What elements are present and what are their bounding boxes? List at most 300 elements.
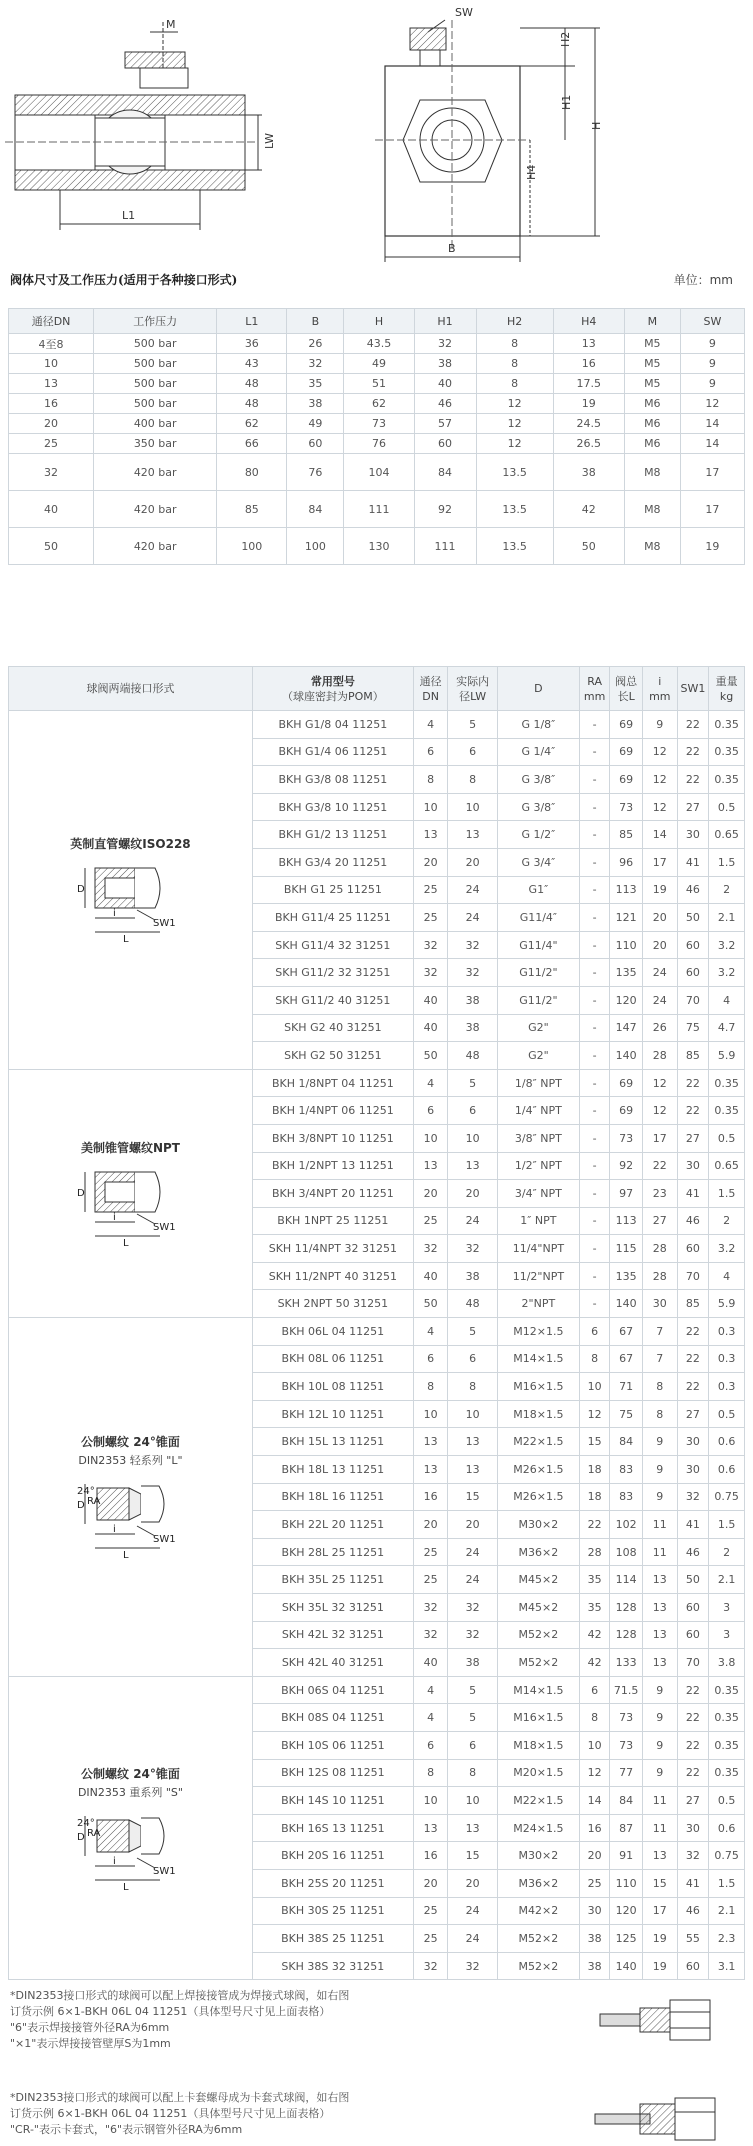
fig-label-sw1: SW1 [153, 918, 177, 930]
table-cell: M26×1.5 [497, 1483, 579, 1511]
table-cell: 13 [642, 1594, 677, 1622]
table-cell: 13 [448, 1814, 497, 1842]
table-cell: 14 [579, 1787, 609, 1815]
table-cell: 8 [413, 766, 448, 794]
table-cell: 5 [448, 1318, 497, 1346]
label-h: H [590, 121, 603, 130]
table-cell: 38 [579, 1952, 609, 1980]
table-cell: M52×2 [497, 1925, 579, 1953]
fig-label-i: i [113, 908, 117, 920]
table-cell: 50 [413, 1042, 448, 1070]
table-cell: 5.9 [709, 1042, 745, 1070]
table-cell: - [579, 959, 609, 987]
table-row [9, 711, 745, 739]
table-cell: 9 [642, 1483, 677, 1511]
table-cell: 147 [610, 1014, 643, 1042]
table-cell: - [579, 793, 609, 821]
table-cell: 5 [448, 1069, 497, 1097]
table-cell: 38 [414, 354, 476, 374]
table-cell: 4.7 [709, 1014, 745, 1042]
table2-header-row [9, 667, 745, 711]
table1-header-cell: H [344, 309, 414, 334]
table-cell: M8 [624, 528, 680, 565]
table-cell: 4 [709, 1262, 745, 1290]
table-cell: 6 [413, 1097, 448, 1125]
side-section-view [5, 18, 276, 230]
table-cell: 3/4″ NPT [497, 1180, 579, 1208]
table-cell: 0.35 [709, 1731, 745, 1759]
table-cell: 4 [413, 1676, 448, 1704]
connection-type-cell [9, 1318, 253, 1677]
model-cell: SKH 2NPT 50 31251 [252, 1290, 413, 1318]
table-cell: 8 [476, 354, 553, 374]
fig-label-sw1: SW1 [153, 1221, 177, 1233]
cone-port-figure [75, 1474, 185, 1560]
model-cell: SKH 11/2NPT 40 31251 [252, 1262, 413, 1290]
table-row [9, 354, 745, 374]
header-lw [448, 667, 497, 711]
table-cell: 6 [448, 1345, 497, 1373]
table-cell: 1/8″ NPT [497, 1069, 579, 1097]
table-cell: M14×1.5 [497, 1345, 579, 1373]
table-cell: 46 [414, 394, 476, 414]
table-cell: G 1/2″ [497, 821, 579, 849]
table-cell: 0.35 [709, 1097, 745, 1125]
model-cell: SKH 38S 32 31251 [252, 1952, 413, 1980]
table-cell: 0.5 [709, 1124, 745, 1152]
table-cell: 70 [677, 986, 709, 1014]
model-cell: BKH 28L 25 11251 [252, 1538, 413, 1566]
table-cell: M16×1.5 [497, 1373, 579, 1401]
table-cell: M30×2 [497, 1511, 579, 1539]
table-cell: - [579, 986, 609, 1014]
table-cell: M6 [624, 394, 680, 414]
table1-header-cell: L1 [217, 309, 287, 334]
table-cell: 3/8″ NPT [497, 1124, 579, 1152]
model-cell: BKH 06L 04 11251 [252, 1318, 413, 1346]
table2-body [9, 711, 745, 1980]
table-cell: 0.35 [709, 1704, 745, 1732]
model-cell: BKH G3/4 20 11251 [252, 848, 413, 876]
table-cell: 40 [414, 374, 476, 394]
table-cell: - [579, 1290, 609, 1318]
table-cell: 22 [677, 1676, 709, 1704]
fig-label-ra: RA [87, 1827, 101, 1839]
table-cell: 420 bar [94, 491, 217, 528]
table-cell: 9 [680, 374, 744, 394]
table-cell: 0.65 [709, 1152, 745, 1180]
table-cell: 25 [413, 1538, 448, 1566]
table-cell: 22 [677, 1759, 709, 1787]
table-cell: 19 [642, 1925, 677, 1953]
fig-label-deg: 24° [77, 1817, 96, 1829]
table-cell: 6 [448, 1731, 497, 1759]
fig-label-d: D [77, 1831, 86, 1843]
table-cell: 130 [344, 528, 414, 565]
model-cell: BKH 08S 04 11251 [252, 1704, 413, 1732]
model-cell: BKH 1NPT 25 11251 [252, 1207, 413, 1235]
table-cell: 30 [677, 1814, 709, 1842]
table-cell: 2.1 [709, 904, 745, 932]
table-cell: 2.1 [709, 1566, 745, 1594]
table-cell: 49 [287, 414, 344, 434]
table-cell: 36 [217, 334, 287, 354]
table-cell: 60 [677, 1594, 709, 1622]
table-cell: 13 [448, 1456, 497, 1484]
table-cell: 38 [448, 1262, 497, 1290]
table-cell: 60 [287, 434, 344, 454]
table-cell: M5 [624, 334, 680, 354]
table-cell: 51 [344, 374, 414, 394]
table-cell: G11/4" [497, 931, 579, 959]
table-cell: G1″ [497, 876, 579, 904]
table-cell: 32 [448, 959, 497, 987]
table-cell: 85 [677, 1290, 709, 1318]
table-cell: 13 [413, 821, 448, 849]
table-cell: 24 [448, 1207, 497, 1235]
fig-label-deg: 24° [77, 1486, 96, 1498]
table-cell: 15 [448, 1483, 497, 1511]
header-i-line2: mm [649, 689, 671, 703]
header-connection: 球阀两端接口形式 [9, 667, 253, 711]
table-cell: 104 [344, 454, 414, 491]
table-cell: 84 [414, 454, 476, 491]
table-cell: 140 [610, 1042, 643, 1070]
fig-label-l: L [123, 1550, 130, 1561]
table-cell: 0.3 [709, 1345, 745, 1373]
table-cell: 25 [9, 434, 94, 454]
table-cell: 71 [610, 1373, 643, 1401]
table-cell: 11 [642, 1511, 677, 1539]
header-dn-line2: DN [422, 689, 439, 703]
table-cell: 115 [610, 1235, 643, 1263]
table-cell: 83 [610, 1456, 643, 1484]
table-cell: M52×2 [497, 1649, 579, 1677]
table-cell: 32 [448, 1594, 497, 1622]
table-cell: 40 [9, 491, 94, 528]
table-cell: 13 [413, 1456, 448, 1484]
table-cell: 73 [610, 1731, 643, 1759]
table-cell: 73 [610, 793, 643, 821]
model-cell: BKH G3/8 10 11251 [252, 793, 413, 821]
note-line: "×1"表示焊接接管壁厚S为1mm [10, 2037, 171, 2050]
table-cell: 30 [677, 1152, 709, 1180]
table-cell: G 1/4″ [497, 738, 579, 766]
table-cell: M24×1.5 [497, 1814, 579, 1842]
label-l1: L1 [122, 209, 136, 222]
table-cell: 97 [610, 1180, 643, 1208]
table-cell: 3.2 [709, 931, 745, 959]
table1-header-cell: 通径DN [9, 309, 94, 334]
table-cell: 12 [476, 394, 553, 414]
model-cell: BKH 30S 25 11251 [252, 1897, 413, 1925]
header-i [642, 667, 677, 711]
table-cell: 67 [610, 1318, 643, 1346]
table-cell: 60 [677, 1952, 709, 1980]
table-cell: 420 bar [94, 454, 217, 491]
table-cell: 9 [680, 334, 744, 354]
table-cell: 32 [413, 1594, 448, 1622]
table-cell: 50 [553, 528, 624, 565]
table-cell: 0.35 [709, 711, 745, 739]
table-cell: 41 [677, 1511, 709, 1539]
table-cell: M8 [624, 491, 680, 528]
model-cell: BKH 10S 06 11251 [252, 1731, 413, 1759]
table-cell: 5 [448, 1704, 497, 1732]
table-cell: 24 [448, 876, 497, 904]
table-row [9, 334, 745, 354]
table-cell: 22 [677, 1731, 709, 1759]
table-cell: 26.5 [553, 434, 624, 454]
table-cell: 25 [579, 1869, 609, 1897]
table-cell: 3 [709, 1621, 745, 1649]
table-cell: 22 [677, 1704, 709, 1732]
model-cell: BKH 25S 20 11251 [252, 1869, 413, 1897]
table-cell: 133 [610, 1649, 643, 1677]
table-cell: M45×2 [497, 1566, 579, 1594]
table-cell: 32 [287, 354, 344, 374]
table-cell: 128 [610, 1621, 643, 1649]
table-cell: 49 [344, 354, 414, 374]
connection-type-title: 公制螺纹 24°锥面 [81, 1766, 180, 1781]
table-cell: 87 [610, 1814, 643, 1842]
table-cell: 14 [680, 414, 744, 434]
table-cell: 30 [579, 1897, 609, 1925]
table-cell: M5 [624, 354, 680, 374]
model-cell: BKH 12S 08 11251 [252, 1759, 413, 1787]
table1-header-cell: 工作压力 [94, 309, 217, 334]
table-cell: M8 [624, 454, 680, 491]
table-cell: 18 [579, 1456, 609, 1484]
model-cell: BKH G1 25 11251 [252, 876, 413, 904]
table-cell: 32 [413, 1235, 448, 1263]
table-cell: 55 [677, 1925, 709, 1953]
table-cell: 69 [610, 766, 643, 794]
table-cell: 27 [677, 1124, 709, 1152]
table-cell: 13 [9, 374, 94, 394]
table-cell: M5 [624, 374, 680, 394]
table-cell: 85 [610, 821, 643, 849]
table-cell: 25 [413, 1207, 448, 1235]
model-cell: SKH G11/2 40 31251 [252, 986, 413, 1014]
model-cell: SKH G2 50 31251 [252, 1042, 413, 1070]
table-cell: 35 [579, 1594, 609, 1622]
table-cell: - [579, 738, 609, 766]
table-cell: 24 [448, 1566, 497, 1594]
table-cell: 32 [413, 931, 448, 959]
table-cell: 13 [642, 1649, 677, 1677]
model-cell: SKH 11/4NPT 32 31251 [252, 1235, 413, 1263]
table-cell: M26×1.5 [497, 1456, 579, 1484]
table-cell: 8 [448, 1759, 497, 1787]
table-cell: 3.2 [709, 959, 745, 987]
table-cell: 46 [677, 876, 709, 904]
table-cell: M12×1.5 [497, 1318, 579, 1346]
model-cell: SKH 42L 32 31251 [252, 1621, 413, 1649]
table-cell: 4 [413, 1069, 448, 1097]
table-cell: 1.5 [709, 1511, 745, 1539]
table-cell: 32 [448, 1952, 497, 1980]
model-cell: SKH 35L 32 31251 [252, 1594, 413, 1622]
table-cell: 42 [579, 1621, 609, 1649]
table-cell: 20 [448, 848, 497, 876]
model-cell: BKH 06S 04 11251 [252, 1676, 413, 1704]
table-cell: 135 [610, 959, 643, 987]
note-welded [10, 1988, 349, 2052]
table-cell: 13 [413, 1814, 448, 1842]
table-cell: 32 [448, 1621, 497, 1649]
header-weight-line1: 重量 [715, 674, 738, 688]
table-cell: 20 [642, 931, 677, 959]
table1-header-cell: M [624, 309, 680, 334]
connection-type-cell [9, 1676, 253, 1980]
header-l-line1: 阀总 [615, 674, 638, 688]
model-cell: BKH 1/4NPT 06 11251 [252, 1097, 413, 1125]
table-cell: 12 [476, 414, 553, 434]
header-ra [579, 667, 609, 711]
fig-label-l: L [123, 934, 130, 945]
compression-nut-figure [585, 2092, 735, 2144]
table-cell: 110 [610, 931, 643, 959]
table-cell: 8 [448, 1373, 497, 1401]
table-cell: 2 [709, 1538, 745, 1566]
model-cell: BKH G11/4 25 11251 [252, 904, 413, 932]
table-cell: 2.3 [709, 1925, 745, 1953]
table-cell: 2 [709, 1207, 745, 1235]
table-cell: 92 [610, 1152, 643, 1180]
table-cell: 2 [709, 876, 745, 904]
fig-label-l: L [123, 1237, 130, 1248]
table-cell: 350 bar [94, 434, 217, 454]
model-cell: BKH 08L 06 11251 [252, 1345, 413, 1373]
table-cell: - [579, 1262, 609, 1290]
table-cell: 28 [642, 1235, 677, 1263]
table-cell: 12 [579, 1400, 609, 1428]
table-cell: 40 [413, 1014, 448, 1042]
table-cell: 22 [677, 766, 709, 794]
table-cell: 0.35 [709, 1759, 745, 1787]
table-cell: 43.5 [344, 334, 414, 354]
table-cell: 420 bar [94, 528, 217, 565]
table-cell: 92 [414, 491, 476, 528]
end-view [375, 6, 603, 262]
table-cell: 13 [642, 1842, 677, 1870]
connection-type-subtitle: DIN2353 轻系列 "L" [78, 1454, 183, 1468]
table-cell: 84 [610, 1428, 643, 1456]
table-cell: 60 [414, 434, 476, 454]
thread-port-figure [75, 1162, 185, 1248]
fig-label-i: i [113, 1855, 117, 1867]
table-cell: 17 [642, 1124, 677, 1152]
table-cell: 24.5 [553, 414, 624, 434]
table-cell: 19 [642, 1952, 677, 1980]
table-cell: 48 [448, 1042, 497, 1070]
table-cell: 69 [610, 1069, 643, 1097]
table-cell: 9 [642, 1759, 677, 1787]
table-cell: - [579, 848, 609, 876]
table-cell: 111 [344, 491, 414, 528]
header-ra-line2: mm [583, 689, 606, 703]
table-cell: 7 [642, 1345, 677, 1373]
table-cell: 32 [677, 1842, 709, 1870]
welded-nipple-figure [585, 1990, 735, 2052]
table-cell: 1/4″ NPT [497, 1097, 579, 1125]
thread-port-figure [75, 858, 185, 944]
table-cell: 62 [344, 394, 414, 414]
table-cell: 48 [217, 394, 287, 414]
label-h2: H2 [559, 31, 572, 47]
table-cell: M36×2 [497, 1869, 579, 1897]
table-cell: 100 [287, 528, 344, 565]
table-cell: 3 [709, 1594, 745, 1622]
header-dn [413, 667, 448, 711]
fig-label-d: D [77, 884, 86, 896]
table-cell: 38 [579, 1925, 609, 1953]
table-cell: 17 [680, 491, 744, 528]
table-cell: 30 [642, 1290, 677, 1318]
table-cell: 12 [642, 1097, 677, 1125]
model-cell: BKH G1/2 13 11251 [252, 821, 413, 849]
table-cell: 1.5 [709, 848, 745, 876]
connection-type-title: 公制螺纹 24°锥面 [81, 1435, 180, 1450]
table-cell: 6 [448, 738, 497, 766]
table-cell: 20 [448, 1180, 497, 1208]
table-cell: 41 [677, 848, 709, 876]
table-cell: 27 [677, 793, 709, 821]
table-cell: 80 [217, 454, 287, 491]
table-cell: 4 [709, 986, 745, 1014]
table-cell: 11 [642, 1787, 677, 1815]
table-cell: 85 [217, 491, 287, 528]
table-cell: 69 [610, 711, 643, 739]
table-cell: 22 [677, 711, 709, 739]
connection-type-cell [9, 1069, 253, 1317]
table-cell: G 1/8″ [497, 711, 579, 739]
table-cell: 0.6 [709, 1456, 745, 1484]
table-cell: - [579, 1235, 609, 1263]
model-cell: BKH 14S 10 11251 [252, 1787, 413, 1815]
table-cell: 38 [448, 986, 497, 1014]
table-cell: 113 [610, 1207, 643, 1235]
model-cell: BKH 3/8NPT 10 11251 [252, 1124, 413, 1152]
table-cell: 10 [448, 1400, 497, 1428]
table-cell: M30×2 [497, 1842, 579, 1870]
table-cell: 4 [413, 1704, 448, 1732]
table-cell: 0.5 [709, 793, 745, 821]
table-cell: 10 [413, 1787, 448, 1815]
table-cell: 102 [610, 1511, 643, 1539]
table-cell: 5 [448, 711, 497, 739]
table-cell: 28 [642, 1042, 677, 1070]
table-cell: - [579, 1042, 609, 1070]
table-cell: 1.5 [709, 1869, 745, 1897]
table-cell: 15 [642, 1869, 677, 1897]
table-cell: 3.1 [709, 1952, 745, 1980]
header-dn-line1: 通径 [419, 674, 442, 688]
table-cell: 140 [610, 1952, 643, 1980]
label-m: M [166, 18, 176, 31]
header-d: D [497, 667, 579, 711]
table-cell: 77 [610, 1759, 643, 1787]
table-cell: 13 [413, 1152, 448, 1180]
table-cell: 42 [579, 1649, 609, 1677]
table-cell: 12 [642, 793, 677, 821]
table-cell: 128 [610, 1594, 643, 1622]
table-cell: G 3/8″ [497, 793, 579, 821]
table-cell: 35 [579, 1566, 609, 1594]
table-cell: 6 [413, 1345, 448, 1373]
table-cell: 22 [677, 1373, 709, 1401]
